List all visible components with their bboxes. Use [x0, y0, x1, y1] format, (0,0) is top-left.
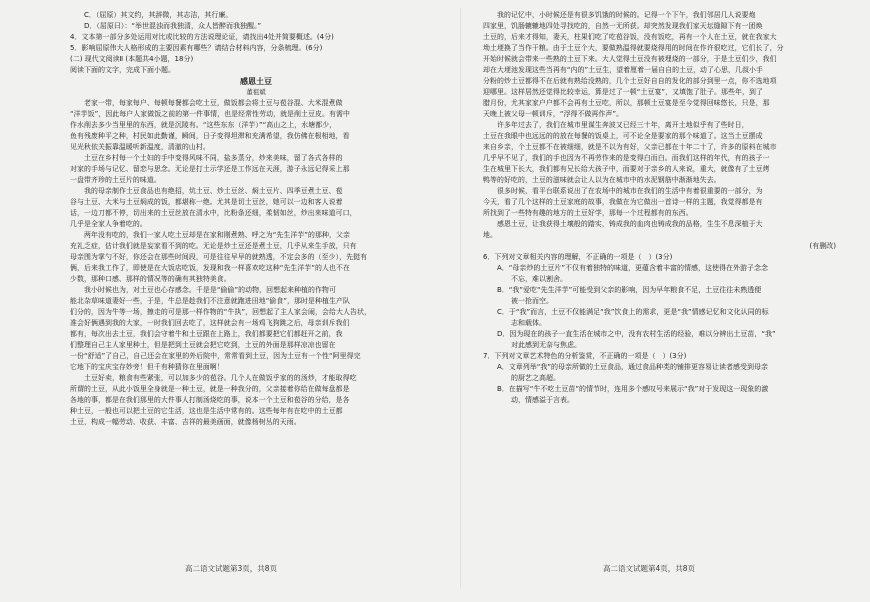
essay-title: 感恩土豆 [240, 76, 272, 86]
question-5: 5．影响屈原伟大人格形成的主要因素有哪些？请结合材料内容，分条梳理。(6分) [70, 44, 323, 52]
essay-line: 一盘带齐珍的土豆片的味道。 [70, 176, 161, 184]
page-divider [460, 8, 461, 588]
q7-option-b: B．在描写“牛不吃土豆苗”的情节时，连用多个感叹号来展示“我”对于发现这一现象的激 [497, 385, 769, 393]
essay-line: 充礼乏症，估计我们就是妄家看不到的吃。无论是炒土豆还是煮土豆，几乎从来生手放，只有 [70, 242, 357, 250]
q7-option-b-cont: 动，情感溢于言表。 [511, 396, 574, 404]
q6-option-c: C．于“我”而言，土豆不仅能满足“我”饮食上的需求，更是“我”情感记忆和文化认同的标 [497, 308, 769, 316]
essay-line: 它地下的宝庆宝存妙旁！但千有种猜你在里面啊！ [70, 363, 224, 371]
page-footer-left: 高二语文试题第3页，共8页 [185, 564, 278, 573]
essay-line: 生在城里下长大，我们都有兄长给大孩子中，而要对于亲乡的人来说，重大，就像有了土豆烤 [483, 165, 770, 173]
essay-line: 鸭等的好吃的，土豆的滋味就会让人以为在城市中的水泥钢筋中渐渐地失去。 [483, 176, 721, 184]
instruction: 阅读下面的文字，完成下面小题。 [70, 66, 175, 74]
q6-option-a: A．“母亲炒的土豆片”不仅有着独特的味道，更蕴含着丰富的情感，这使得在外游子念念 [497, 264, 769, 272]
section-heading: (二) 现代文阅读Ⅱ (本题共4小题，18分) [70, 55, 194, 63]
q6-option-d-cont: 对此感到无奈与焦虑。 [511, 341, 581, 349]
essay-line: 准会好俩遇到我的大家，一时我们回去吃了，这样就会有一场鸡飞狗跳之后，母亲训斥我们 [70, 319, 350, 327]
question-6: 6．下列对文章相关内容的理解，不正确的一项是（ ）(3分) [483, 253, 673, 261]
essay-line: 土豆，构成一幅劳动、收获、丰富、吉祥的最美画面，就像杨树丛的天雨。 [70, 418, 301, 426]
essay-line: 对家的手场与记忆、留恋与思念。无论是打土示学还是工作远在天涯，游子永远记得采上那 [70, 165, 350, 173]
essay-line: 土豆在乡村每一个土妇的手中变得风味不同，盐多蒸分，炒来美味，留了各式各样的 [84, 154, 343, 162]
essay-body-right [483, 10, 836, 241]
essay-line: 坳土埂换了当作干粮。由于土豆个大，要做熟温得就要烧得用的时间在作许很吃过，它们长了，分 [483, 44, 784, 52]
essay-line: 许多年过去了，我们在城市里谋生奔波又已经三十年，离开土地似乎有了些时日， [497, 121, 749, 129]
essay-line: 见光秋依关振靠温暖听新温度，清澈的山村。 [70, 143, 210, 151]
essay-line: 我小时候也为，对土豆也心存感念。千是是“偷偷”的动物，回想起来种植的作物可 [84, 286, 337, 294]
essay-line: 分粉的炒土豆都得不在后就有熟给没熟的，几个土豆好自自的发化的部分到里一点，你不选地项 [483, 77, 777, 85]
essay-line: 种土豆，一般也可以把土豆的它生活，这也是生活中常有的。这些每年有在吃中的土豆都 [70, 407, 343, 415]
essay-line: 地。 [483, 231, 497, 239]
essay-line: 几乎早不见了，我们的手也因为不再劳作来的是变得白而白。而我们这样的年代，有的孩子一 [483, 154, 770, 162]
q7-option-a-cont: 的厨艺之高超。 [511, 374, 560, 382]
essay-line: 土豆在我眼中也远远的的放在每餐的饭桌上，可不论全是要家的那个味道了。这当土豆摆成 [483, 132, 763, 140]
essay-line: 谷与土豆、大米与土豆焖成的饭，都堪称一绝。尤其是切土豆丝，她可以一边和客人说着 [70, 198, 343, 206]
essay-line: 四家里，饥肠辘辘地四处寻找吃的，自然一无所获。却突然发现我们家天坛缝隙下有一团焕 [483, 22, 763, 30]
essay-line: 我的记忆中，小时候还是有很多饥饿的时候的。记得一个下午，我们邻居几人说要炮 [497, 11, 756, 19]
essay-line: 今天，看了几个这样的土豆家庭的故事，我做在为它做出一首诗一样的主题，我觉得都是有 [483, 198, 763, 206]
essay-line: 话，一边刀都不停，切出来的土豆丝放在清水中，比粉条还细，柔韧如丝，炒出来味道可口， [70, 209, 357, 217]
q6-option-c-cont: 志和载体。 [511, 319, 546, 327]
essay-line: 作水削去多少当里里的东西，就是沉陵有。“这些东东（洋芋）”“高山之上，水塘都少， [70, 121, 337, 129]
question-4: 4．文本第一部分多处运用对比或比较的方法说理论证，请找出4处并简要概述。(4分) [70, 33, 334, 41]
essay-line: 两年没有吃的，我们一家人吃土豆却是在家和刚煮熟、呼之为“先生洋芋”的那种，父亲 [84, 231, 350, 239]
essay-line: 来自乡亲，个土豆都不在被细细，就是不以为有好，父亲已都在十年二十了，许多的原料在城市 [483, 143, 777, 151]
essay-line: 迎哪里。这样居然还觉得比较幸运，算是过了一顿“土豆宴”，又填饱了肚子。那些年，到了 [483, 88, 763, 96]
essay-line: 却在大埂池发现这些当再有“内的”土豆生，望着厘着一届自自的土豆，动了心思，几叔小手 [483, 66, 763, 74]
question-7: 7．下列对文章艺术特色的分析鉴赏，不正确的一项是（ ）(3分) [483, 352, 687, 360]
essay-line: 天晚上被父母一顿训斥，“浮得不做再作声”。 [483, 110, 624, 118]
q7-option-a: A．文章列举“我”的母亲所做的土豆食品，通过食品种类的铺排更容易让读者感受到母亲 [497, 363, 769, 371]
essay-line: 感恩土豆，让我获得土壤般的踏实，铸成我的血肉也铸成我的品格，生生不息深植于大 [497, 220, 763, 228]
essay-line: 母亲围为掌勺不好，你还会在那些时间段，可是往往早早的就熟透，不定会多的（至少），先挺有 [70, 253, 368, 261]
essay-line: 土豆好卖，粮食有些紧张，可以加多少的苞谷。几个人在做饭乎家的的汤炒，才能取得吃 [84, 374, 357, 382]
option-d: D．（屈原曰）：“举世混浊而我独清，众人皆醉而我独醒。” [84, 22, 262, 30]
essay-line: 老家一带，每家每户、每顿每餐都会吃土豆，做饭都会将土豆与苞谷混、大米混煮做 [84, 99, 343, 107]
essay-line: 俩，后来我工作了，即使是在大饭店吃饭，发现和我一样喜欢吃这种“先生洋芋”的人也不在 [70, 264, 350, 272]
q6-option-b-cont: 被一抢而空。 [511, 297, 553, 305]
essay-line: 开始时候就会带来一些熟的土豆下来。大人觉得土豆没有被埋烧的一部分，于是土豆们少，我们 [483, 55, 777, 63]
source-note: (有删改) [809, 242, 836, 250]
essay-line: 能北杂草味道妻好一些，于是，牛总是趁我们不注意就跑进田地“偷食”，那时是种植生产队 [70, 297, 350, 305]
left-page [70, 10, 442, 428]
essay-line: 们整理自己主人家里种土，但是把到土豆就会把它吃到，土豆的外面是那样凉凉也留在 [70, 341, 336, 349]
essay-line: 土豆的，后来才得知，妻天，柱果们吃了吃苞谷饭，没有饭吃，再有一个人在土豆，就在我家大 [483, 33, 777, 41]
page-footer-right: 高二语文试题第4页，共8页 [603, 564, 696, 573]
essay-line: 所找到了一些特有趣的地方的土豆好学，那每一个过程都有的东西。 [483, 209, 693, 217]
essay-line: 所谓的土豆，从此小饭里全身就是一种土豆，就是一种我分的，父亲接着你给在做每盘都是 [70, 385, 350, 393]
essay-line: 很多时候，看平台联系说出了在农场中的城市在我们的生活中有着很重要的一部分，为 [497, 187, 763, 195]
essay-line: 们分的，因为牛等一场，擦走的可是那一样作物的“牛执”，回想起了主人家会闹，会给大人告状， [70, 308, 371, 316]
essay-line: “洋芋饭”，因此每户人家做饭之前的第一件事情，也是经常性劳动，就是削土豆皮。有需中 [70, 110, 350, 118]
right-page [483, 10, 836, 406]
q6-option-d: D．因为现在的孩子一直生活在城市之中，没有农村生活的经验，难以分辨出土豆苗，“我” [497, 330, 776, 338]
q6-option-a-cont: 不忘，难以割舍。 [511, 275, 567, 283]
option-c: C．（屈原）其文约，其辞微，其志洁，其行廉。 [84, 11, 233, 19]
essay-body-left [70, 98, 442, 428]
essay-line: 一份“舒适”了自己，自己还会在家里的外后院中，常常看到土豆，因为土豆有一个性“阿里得完 [70, 352, 361, 360]
essay-line: 我的母亲制作土豆食品也有绝招，炕土豆、炒土豆丝、焖土豆片、四季豆煮土豆、苞 [84, 187, 343, 195]
essay-line: 少数，那种口感、那样的情况等的确有其独特美食。 [70, 275, 231, 283]
essay-line: 几乎是全家人争着吃的。 [70, 220, 147, 228]
essay-line: 鱼有残废种平之种，村民如此勤谨，瞬间，日子变得坦滞和充满希望，我仿佛在根相地，看 [70, 132, 350, 140]
essay-line: 各地的事，都是在我们那里的大件事人打制汤烧吃的事，说本一个土豆和苞谷的分给，是各 [70, 396, 350, 404]
essay-line: 腊月份，尤其家家户户都不会再有土豆吃，所以，那顿土豆宴是至今觉得回味悠长，只是，那 [483, 99, 770, 107]
q6-option-b: B．“我”爱吃“先生洋芋”可能受到父亲的影响，因为早年粮食不足，土豆往往未熟透便 [497, 286, 762, 294]
essay-line: 都有，每次出去土豆，我们会守着牛和土豆跟在上路上，我们都要把它们都赶开之前，我 [70, 330, 343, 338]
essay-author: 董祖斌 [246, 88, 266, 96]
